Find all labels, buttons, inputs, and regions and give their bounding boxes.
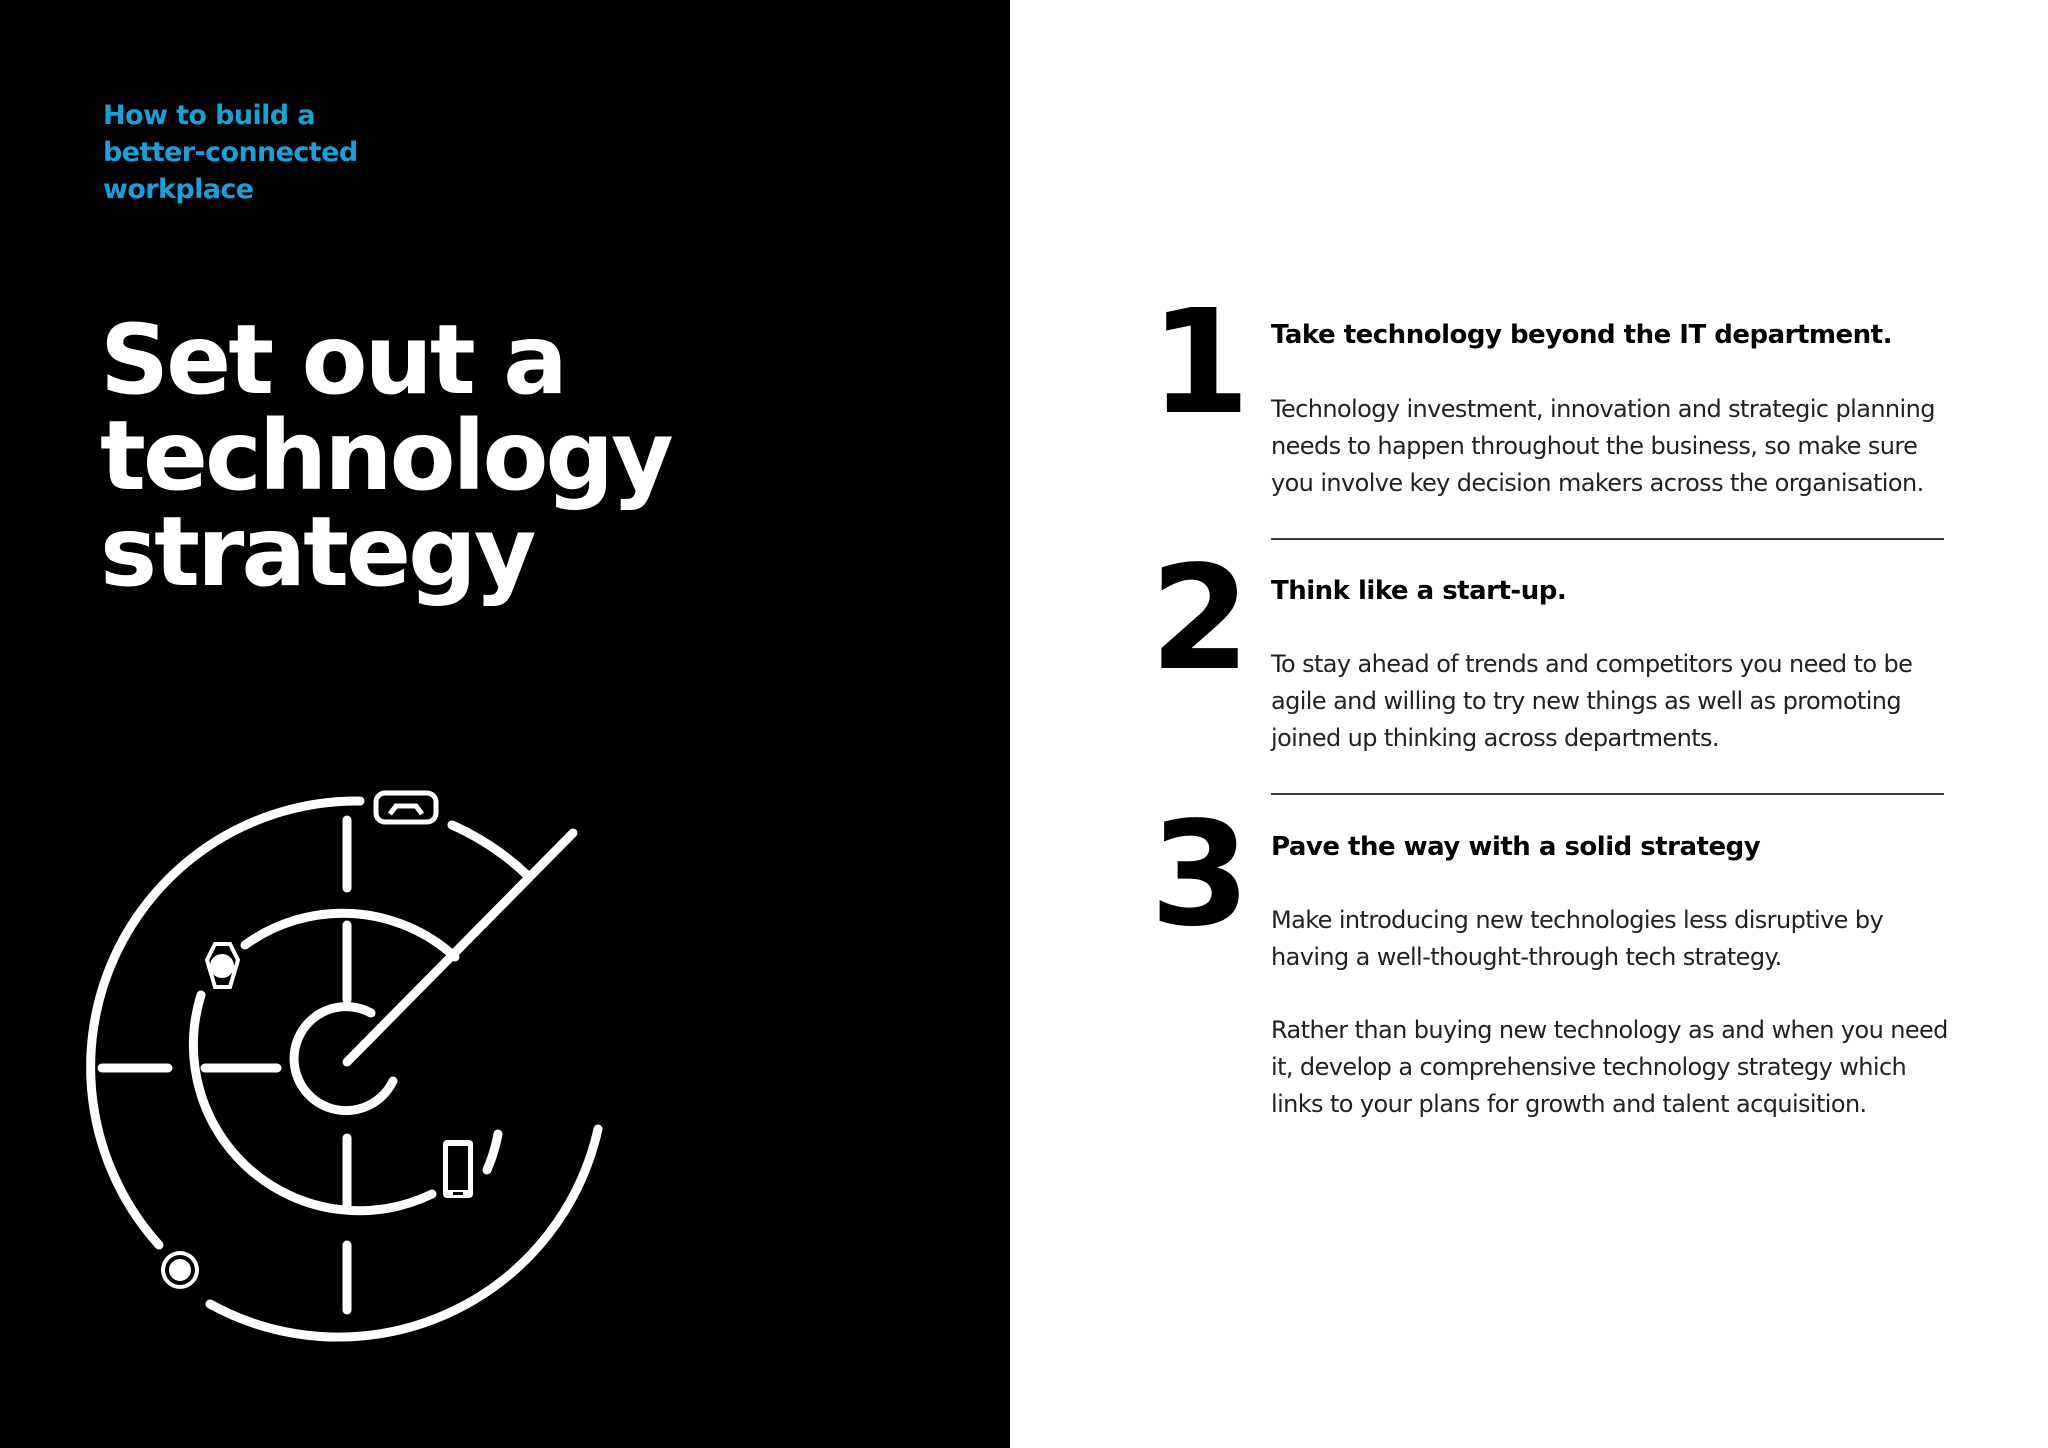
kicker-line: better-connected	[103, 137, 358, 168]
divider	[1271, 793, 1944, 795]
item-number-1: 1	[1150, 278, 1251, 446]
kicker-line: workplace	[103, 174, 254, 205]
item-heading-3: Pave the way with a solid strategy	[1271, 832, 1761, 862]
page-title	[100, 304, 800, 608]
body-line: To stay ahead of trends and competitors you need to be	[1271, 650, 1913, 678]
item-body-1	[1271, 391, 1971, 502]
vr-headset-icon	[376, 793, 436, 822]
item-heading-1: Take technology beyond the IT department.	[1271, 320, 1892, 350]
item-number-2: 2	[1150, 534, 1251, 702]
smartphone-icon	[443, 1140, 473, 1198]
title-line: Set out a	[100, 304, 565, 416]
divider	[1271, 538, 1944, 540]
item-heading-2: Think like a start-up.	[1271, 576, 1567, 606]
sweep-line	[347, 833, 573, 1062]
smartwatch-icon	[207, 944, 238, 987]
body-line: needs to happen throughout the business, so make sure	[1271, 432, 1918, 460]
outer-ring-arc	[210, 1129, 598, 1337]
outer-ring-arc	[452, 825, 526, 874]
kicker-line: How to build a	[103, 100, 315, 131]
body-line: joined up thinking across departments.	[1271, 724, 1719, 752]
left-panel	[0, 0, 1010, 1448]
body-line: it, develop a comprehensive technology strategy which	[1271, 1053, 1907, 1081]
inner-ring-arc	[294, 1007, 393, 1111]
body-line: Rather than buying new technology as and when you need	[1271, 1016, 1948, 1044]
radar-illustration	[60, 770, 640, 1350]
body-line: Make introducing new technologies less disruptive by	[1271, 906, 1884, 934]
body-line: having a well-thought-through tech strategy.	[1271, 943, 1782, 971]
body-line: you involve key decision makers across the organisation.	[1271, 469, 1924, 497]
title-line: technology	[100, 400, 671, 512]
item-body-3b	[1271, 1012, 1971, 1123]
body-line: links to your plans for growth and talent acquisition.	[1271, 1090, 1867, 1118]
item-number-3: 3	[1150, 790, 1251, 958]
kicker-text	[103, 97, 463, 208]
body-line: Technology investment, innovation and strategic planning	[1271, 395, 1935, 423]
item-body-2	[1271, 646, 1971, 757]
item-body-3	[1271, 902, 1971, 976]
title-line: strategy	[100, 496, 534, 608]
smart-tag-icon	[161, 1251, 199, 1289]
body-line: agile and willing to try new things as well as promoting	[1271, 687, 1902, 715]
outer-ring-arc	[487, 1134, 498, 1170]
outer-ring-arc	[91, 801, 360, 1245]
